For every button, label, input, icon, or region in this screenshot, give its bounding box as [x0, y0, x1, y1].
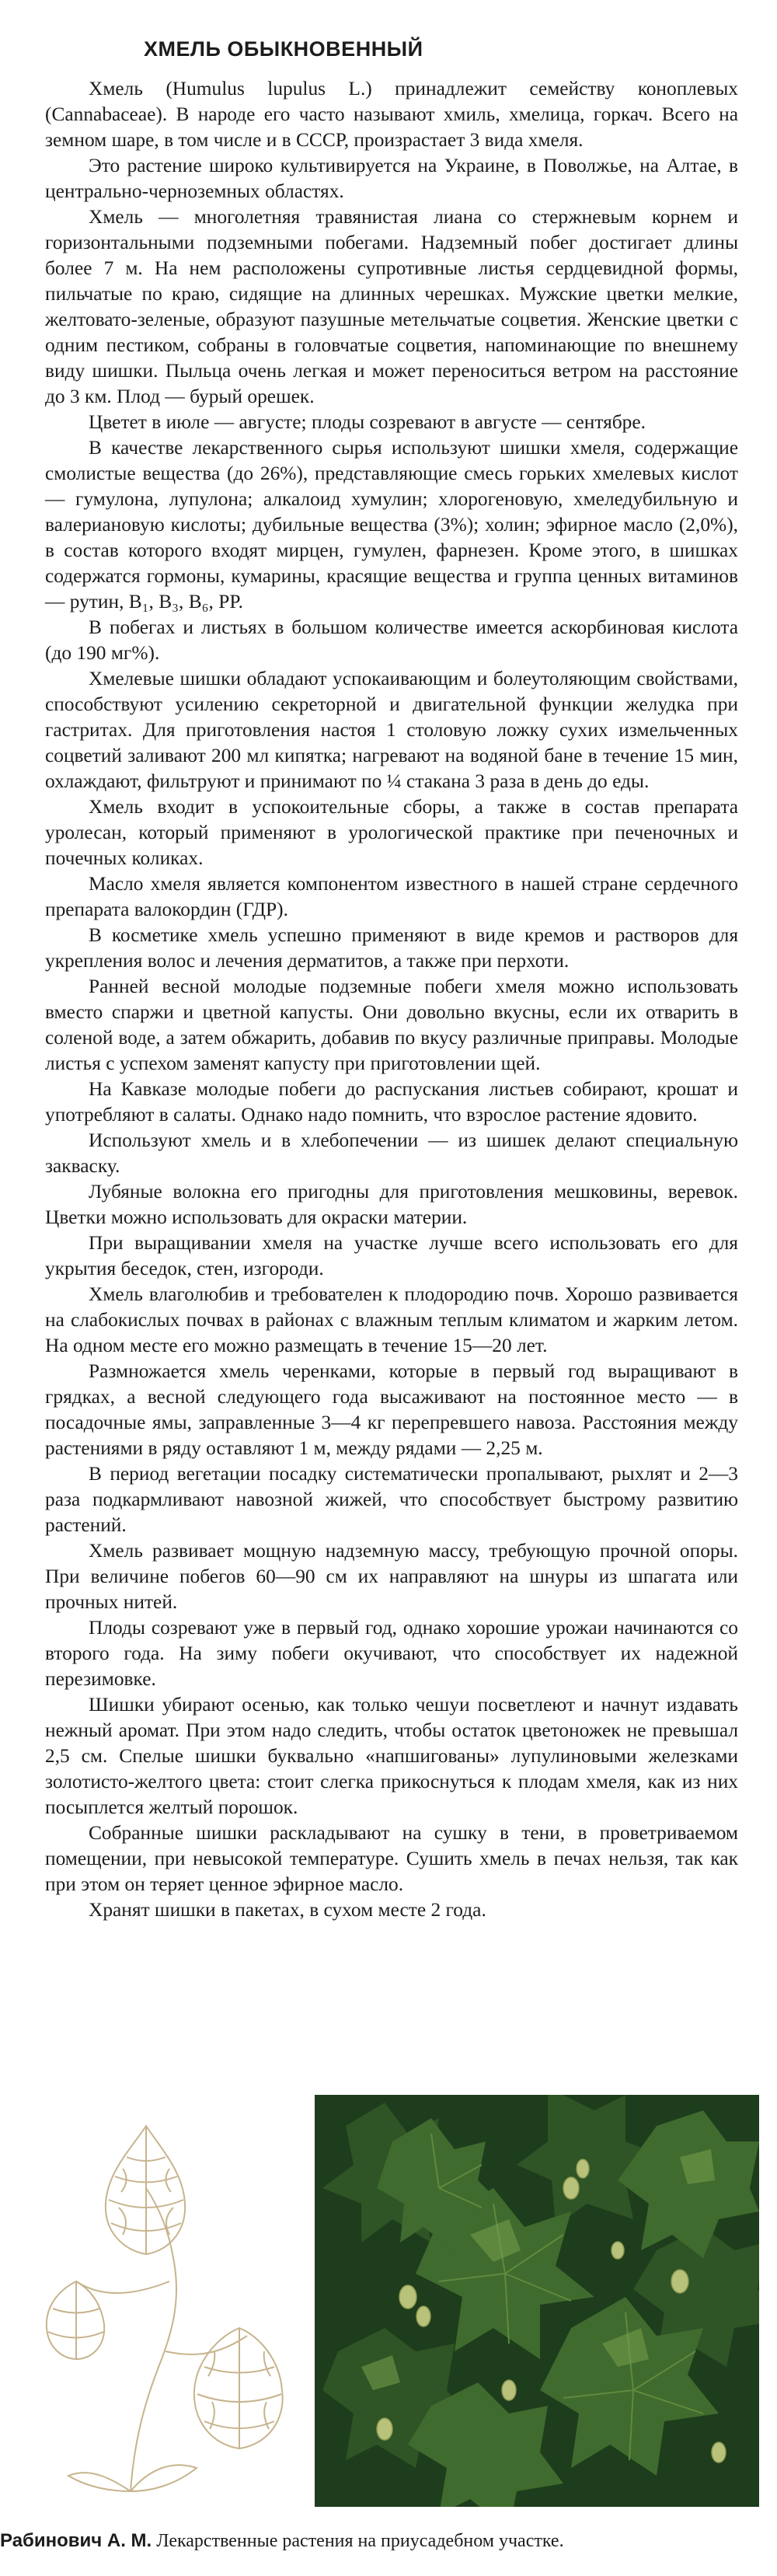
figures-row — [0, 2095, 777, 2515]
paragraph: В косметике хмель успешно применяют в виде кремов и растворов для укрепления волос и лечения дерматитов, а также при перхоти. — [45, 924, 738, 972]
paragraph: Лубяные волокна его пригодны для приготовления мешковины, веревок. Цветки можно использовать для окраски материи. — [45, 1181, 738, 1228]
paragraph: Шишки убирают осенью, как только чешуи посветлеют и начнут издавать нежный аромат. При этом надо следить, чтобы остаток цветоножек не превышал 2,5 см. Спелые шишки буквально «напшигованы» лупулиновыми железками золотисто-желтого цвета: стоит слегка прикоснуться к плодам хмеля, как из них посыплется желтый порошок. — [45, 1694, 738, 1818]
paragraph: При выращивании хмеля на участке лучше всего использовать его для укрытия беседок, стен, изгороди. — [45, 1232, 738, 1279]
paragraph: Хмель (Humulus lupulus L.) принадлежит семейству коноплевых (Cannabaceae). В народе его часто называют хмиль, хмелица, горкач. Всего на земном шаре, в том числе и в СССР, произрастает 3 вида хмеля. — [45, 78, 738, 151]
paragraph: Ранней весной молодые подземные побеги хмеля можно использовать вместо спаржи и цветной капусты. Они довольно вкусны, если их отварить в соленой воде, а затем обжарить, добавив по вкусу различные приправы. Молодые листья с успехом заменят капусту при приготовлении щей. — [45, 976, 738, 1074]
citation-title: Лекарственные растения на приусадебном участке. — [152, 2531, 564, 2551]
paragraph: На Кавказе молодые побеги до распускания листьев собирают, крошат и употребляют в салаты. Однако надо помнить, что взрослое растение ядовито. — [45, 1078, 738, 1126]
book-citation — [0, 2529, 777, 2553]
paragraph: Масло хмеля является компонентом известного в нашей стране сердечного препарата валокордин (ГДР). — [45, 873, 738, 920]
paragraph: В побегах и листьях в большом количестве имеется аскорбиновая кислота (до 190 мг%). — [45, 616, 738, 664]
paragraph: Хмель развивает мощную надземную массу, требующую прочной опоры. При величине побегов 60—90 см их направляют на шнуры из шпагата или прочных нитей. — [45, 1540, 738, 1613]
hop-cone-drawing-icon — [14, 2103, 294, 2507]
article-title: ХМЕЛЬ ОБЫКНОВЕННЫЙ — [144, 37, 423, 61]
paragraph: Цветет в июле — августе; плоды созревают в августе — сентябре. — [89, 411, 646, 433]
paragraph: Плоды созревают уже в первый год, однако хорошие урожаи начинаются со второго года. На зиму побеги окучивают, что способствует их надежной перезимовке. — [45, 1617, 738, 1690]
paragraph: Хмель влаголюбив и требователен к плодородию почв. Хорошо развивается на слабокислых почвах в районах с влажным теплым климатом и жарким летом. На одном месте его можно размещать в течение 15—20 лет. — [45, 1283, 738, 1356]
paragraph: Это растение широко культивируется на Украине, в Поволжье, на Алтае, в центрально-черноземных областях. — [45, 155, 738, 202]
paragraph: Хранят шишки в пакетах, в сухом месте 2 года. — [89, 1899, 486, 1921]
paragraph: Размножается хмель черенками, которые в первый год выращивают в грядках, а весной следующего года высаживают на постоянное место — в посадочные ямы, заправленные 3—4 кг перепревшего навоза. Расстояния между растениями в ряду оставляют 1 м, между рядами — 2,25 м. — [45, 1360, 738, 1459]
hop-plant-photo-icon — [315, 2095, 759, 2507]
paragraph: В период вегетации посадку систематически пропалывают, рыхлят и 2—3 раза подкармливают навозной жижей, что способствует быстрому развитию растений. — [45, 1463, 738, 1536]
citation-author: Рабинович А. М. — [0, 2530, 152, 2551]
article-body — [45, 76, 738, 1923]
paragraph: В качестве лекарственного сырья используют шишки хмеля, содержащие смолистые вещества (до 26%), представляющие смесь горьких хмелевых кислот — гумулона, лупулона; алкалоид хумулин; хлорогеновую, хмеледубильную и валериановую кислоты; дубильные вещества (3%); холин; эфирное масло (2,0%), в состав которого входят мирцен, гумулен, фарнезен. Кроме этого, в шишках содержатся гормоны, кумарины, красящие вещества и группа ценных витаминов — рутин, B₁, B₃, B₆, PP. — [45, 437, 738, 613]
paragraph: Хмель — многолетняя травянистая лиана со стержневым корнем и горизонтальными подземными побегами. Надземный побег достигает длины более 7 м. На нем расположены супротивные листья сердцевидной формы, пильчатые по краю, сидящие на длинных черешках. Мужские цветки мелкие, желтовато-зеленые, образуют пазушные метельчатые соцветия. Женские цветки с одним пестиком, собраны в головчатые соцветия, напоминающие по внешнему виду шишки. Пыльца очень легкая и может переноситься ветром на расстояние до 3 км. Плод — бурый орешек. — [45, 206, 738, 407]
paragraph: Собранные шишки раскладывают на сушку в тени, в проветриваемом помещении, при невысокой температуре. Сушить хмель в печах нельзя, так как при этом он теряет ценное эфирное масло. — [45, 1822, 738, 1895]
paragraph: Хмель входит в успокоительные сборы, а также в состав препарата уролесан, который применяют в урологической практике при печеночных и почечных коликах. — [45, 796, 738, 869]
paragraph: Хмелевые шишки обладают успокаивающим и болеутоляющим свойствами, способствуют усилению секреторной и двигательной функции желудка при гастритах. Для приготовления настоя 1 столовую ложку сухих измельченных соцветий заливают 200 мл кипятка; нагревают на водяной бане в течение 15 мин, охлаждают, фильтруют и принимают по ¼ стакана 3 раза в день до еды. — [45, 668, 738, 792]
paragraph: Используют хмель и в хлебопечении — из шишек делают специальную закваску. — [45, 1129, 738, 1177]
